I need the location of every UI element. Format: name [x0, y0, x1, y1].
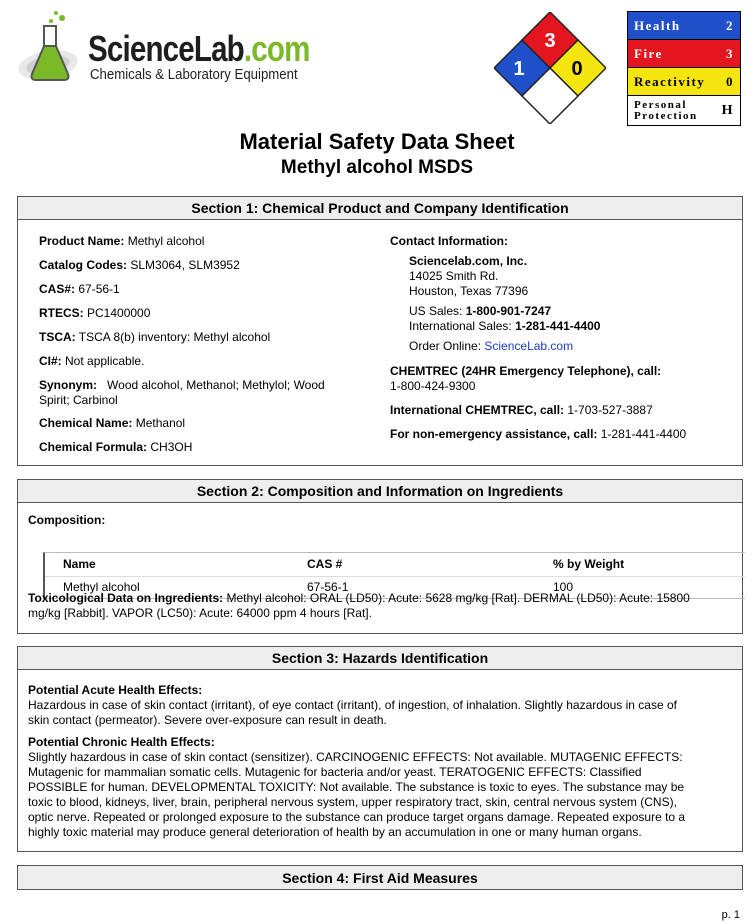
section-2	[17, 479, 743, 634]
page-number: p. 1	[721, 909, 740, 921]
international-chemtrec: International CHEMTREC, call: 1-703-527-3887	[390, 403, 653, 417]
chronic-effects-line: POSSIBLE for human. DEVELOPMENTAL TOXICITY: Not available. The substance is toxic to eyes. The substance may be	[28, 780, 685, 794]
table-header-weight: % by Weight	[553, 557, 625, 571]
chemtrec-phone: 1-800-424-9300	[390, 379, 476, 393]
chronic-effects-line: Slightly hazardous in case of skin contact (sensitizer). CARCINOGENIC EFFECTS: Not available. MUTAGENIC EFFECTS:	[28, 750, 683, 764]
rtecs: RTECS: PC1400000	[39, 306, 151, 320]
hmis-health-row: Health 2	[628, 12, 740, 40]
sciencelab-link[interactable]: ScienceLab.com	[484, 339, 574, 353]
logo-name: ScienceLab.com	[88, 28, 310, 69]
acute-effects-line: skin contact (permeator). Severe over-exposure can result in death.	[28, 713, 387, 727]
flask-icon	[18, 10, 84, 90]
contact-label: Contact Information:	[390, 234, 508, 248]
address-line-2: Houston, Texas 77396	[409, 284, 529, 298]
non-emergency-assistance: For non-emergency assistance, call: 1-281-441-4400	[390, 427, 687, 441]
document-subtitle: Methyl alcohol MSDS	[280, 157, 474, 178]
nfpa-fire-value: 3	[544, 30, 556, 52]
address-line-1: 14025 Smith Rd.	[409, 269, 499, 283]
composition-label: Composition:	[28, 513, 106, 527]
product-name: Product Name: Methyl alcohol	[39, 234, 205, 248]
document-title: Material Safety Data Sheet	[239, 129, 515, 154]
chemical-formula: Chemical Formula: CH3OH	[39, 440, 193, 454]
section-1-heading: Section 1: Chemical Product and Company Identification	[18, 197, 742, 220]
acute-effects-label: Potential Acute Health Effects:	[28, 683, 203, 697]
section-2-heading: Section 2: Composition and Information on Ingredients	[18, 480, 742, 503]
chronic-effects-line: Mutagenic for mammalian somatic cells. Mutagenic for bacteria and/or yeast. TERATOGENIC EFFECTS: Classified	[28, 765, 642, 779]
hmis-ppe-row: Personal Protection H	[628, 96, 740, 125]
section-4	[17, 865, 743, 890]
chemtrec-label: CHEMTREC (24HR Emergency Telephone), call:	[390, 364, 662, 378]
toxicological-data: Toxicological Data on Ingredients: Methyl alcohol: ORAL (LD50): Acute: 5628 mg/kg [Rat]. DERMAL (LD50): Acute: 15800 mg/kg [Rabbit]. VAPOR (LC50): Acute: 64000 ppm 4 hours [Rat].	[28, 591, 690, 620]
table-cell-name: Methyl alcohol	[63, 580, 140, 594]
section-4-heading: Section 4: First Aid Measures	[18, 866, 742, 889]
logo-tagline: Chemicals & Laboratory Equipment	[90, 66, 298, 83]
table-cell-weight: 100	[553, 580, 574, 594]
cas-number: CAS#: 67-56-1	[39, 282, 120, 296]
nfpa-reactivity-value: 0	[571, 58, 583, 80]
chronic-effects-line: toxic to blood, kidneys, liver, brain, peripheral nervous system, upper respiratory tract, skin, central nervous system (CNS),	[28, 795, 677, 809]
acute-effects-line: Hazardous in case of skin contact (irritant), of eye contact (irritant), of ingestion, of inhalation. Slightly hazardous in case of	[28, 698, 677, 712]
synonym: Synonym: Wood alcohol, Methanol; Methylol; Wood Spirit; Carbinol	[39, 378, 325, 407]
hmis-reactivity-row: Reactivity 0	[628, 68, 740, 96]
company-name: Sciencelab.com, Inc.	[409, 254, 528, 268]
tsca: TSCA: TSCA 8(b) inventory: Methyl alcohol	[39, 330, 271, 344]
chronic-effects-line: optic nerve. Repeated or prolonged exposure to the substance can produce target organs damage. Repeated exposure to a	[28, 810, 686, 824]
section-1	[17, 196, 743, 466]
international-sales: International Sales: 1-281-441-4400	[409, 319, 601, 333]
nfpa-diamond	[494, 12, 606, 124]
table-header-cas: CAS #	[307, 557, 343, 571]
section-3-heading: Section 3: Hazards Identification	[18, 647, 742, 670]
table-cell-cas: 67-56-1	[307, 580, 349, 594]
section-3	[17, 646, 743, 852]
order-online: Order Online: ScienceLab.com	[409, 339, 574, 353]
nfpa-health-value: 1	[513, 58, 525, 80]
us-sales: US Sales: 1-800-901-7247	[409, 304, 552, 318]
chemical-name: Chemical Name: Methanol	[39, 416, 186, 430]
hmis-label	[627, 11, 741, 126]
catalog-codes: Catalog Codes: SLM3064, SLM3952	[39, 258, 240, 272]
table-header-name: Name	[63, 557, 96, 571]
hmis-fire-row: Fire 3	[628, 40, 740, 68]
ci-number: CI#: Not applicable.	[39, 354, 145, 368]
sciencelab-logo[interactable]	[18, 10, 308, 90]
chronic-effects-label: Potential Chronic Health Effects:	[28, 735, 215, 749]
chronic-effects-line: highly toxic material may produce general deterioration of health by an accumulation in one or many human organs.	[28, 825, 642, 839]
